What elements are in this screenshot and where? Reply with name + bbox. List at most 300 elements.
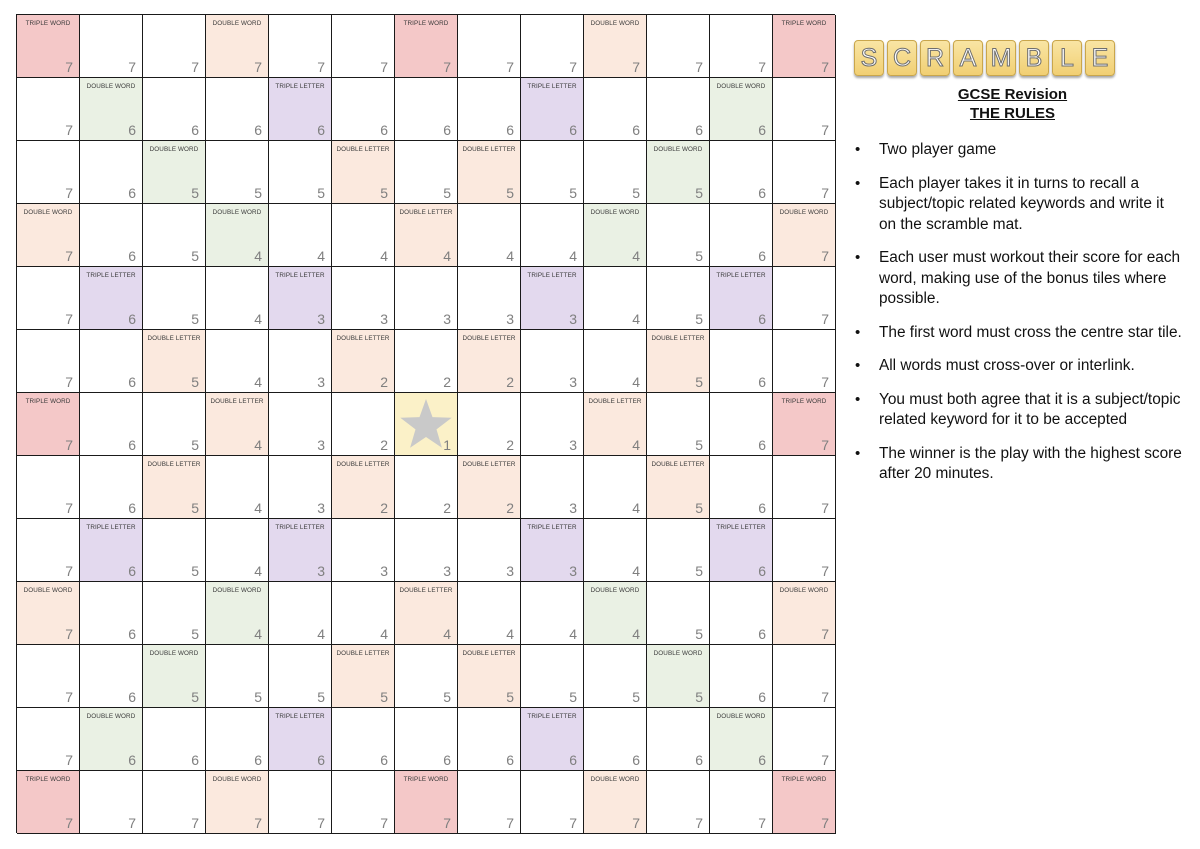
bonus-label: DOUBLE WORD xyxy=(653,650,703,657)
board-cell[interactable] xyxy=(710,141,773,204)
board-cell[interactable] xyxy=(80,330,143,393)
rule-item: • You must both agree that it is a subject/topic related keyword for it to be accepted xyxy=(845,390,1185,431)
board-cell[interactable] xyxy=(395,78,458,141)
board-cell[interactable] xyxy=(395,456,458,519)
bonus-label: DOUBLE WORD xyxy=(590,587,640,594)
cell-value: 6 xyxy=(254,122,262,138)
double-letter-cell[interactable] xyxy=(395,204,458,267)
cell-value: 3 xyxy=(317,500,325,516)
cell-value: 2 xyxy=(506,374,514,390)
board-cell[interactable] xyxy=(395,708,458,771)
double-word-cell[interactable] xyxy=(17,582,80,645)
triple-letter-cell[interactable] xyxy=(269,708,332,771)
board-cell[interactable] xyxy=(584,456,647,519)
double-word-cell[interactable] xyxy=(584,204,647,267)
bonus-label: TRIPLE LETTER xyxy=(275,524,325,531)
board-cell[interactable] xyxy=(332,204,395,267)
cell-value: 6 xyxy=(758,752,766,768)
bonus-label: DOUBLE LETTER xyxy=(462,650,516,657)
cell-value: 3 xyxy=(569,563,577,579)
board-cell[interactable] xyxy=(269,393,332,456)
board-cell[interactable] xyxy=(332,519,395,582)
board-cell[interactable] xyxy=(773,645,836,708)
cell-value: 7 xyxy=(128,815,136,831)
double-letter-cell[interactable] xyxy=(458,141,521,204)
board-cell[interactable] xyxy=(647,582,710,645)
double-word-cell[interactable] xyxy=(584,15,647,78)
board-cell[interactable] xyxy=(206,141,269,204)
cell-value: 7 xyxy=(695,815,703,831)
double-letter-cell[interactable] xyxy=(458,456,521,519)
board-cell[interactable] xyxy=(143,393,206,456)
cell-value: 4 xyxy=(506,626,514,642)
cell-value: 7 xyxy=(65,500,73,516)
triple-letter-cell[interactable] xyxy=(521,519,584,582)
double-word-cell[interactable] xyxy=(710,708,773,771)
triple-word-cell[interactable] xyxy=(395,15,458,78)
double-letter-cell[interactable] xyxy=(206,393,269,456)
double-letter-cell[interactable] xyxy=(647,456,710,519)
board-cell[interactable] xyxy=(332,393,395,456)
cell-value: 4 xyxy=(254,374,262,390)
bonus-label: TRIPLE LETTER xyxy=(275,272,325,279)
cell-value: 6 xyxy=(758,437,766,453)
cell-value: 5 xyxy=(695,500,703,516)
cell-value: 3 xyxy=(380,311,388,327)
triple-letter-cell[interactable] xyxy=(269,519,332,582)
board-cell[interactable] xyxy=(143,582,206,645)
cell-value: 3 xyxy=(569,437,577,453)
triple-word-cell[interactable] xyxy=(17,393,80,456)
board-cell[interactable] xyxy=(521,204,584,267)
double-letter-cell[interactable] xyxy=(332,141,395,204)
cell-value: 5 xyxy=(695,185,703,201)
bonus-label: DOUBLE LETTER xyxy=(210,398,264,405)
board-cell[interactable] xyxy=(584,267,647,330)
cell-value: 7 xyxy=(65,185,73,201)
cell-value: 6 xyxy=(128,122,136,138)
board-cell[interactable] xyxy=(395,330,458,393)
board-cell[interactable] xyxy=(458,519,521,582)
board-cell[interactable] xyxy=(521,771,584,834)
cell-value: 6 xyxy=(758,374,766,390)
bonus-label: TRIPLE LETTER xyxy=(716,272,766,279)
bonus-label: DOUBLE LETTER xyxy=(399,209,453,216)
board-cell[interactable] xyxy=(17,267,80,330)
cell-value: 7 xyxy=(191,59,199,75)
board-cell[interactable] xyxy=(458,15,521,78)
cell-value: 6 xyxy=(569,752,577,768)
board-cell[interactable] xyxy=(647,393,710,456)
cell-value: 4 xyxy=(380,626,388,642)
board-cell[interactable] xyxy=(269,141,332,204)
cell-value: 3 xyxy=(317,563,325,579)
board-cell[interactable] xyxy=(773,330,836,393)
board-cell[interactable] xyxy=(332,771,395,834)
cell-value: 5 xyxy=(191,626,199,642)
cell-value: 5 xyxy=(443,689,451,705)
cell-value: 7 xyxy=(821,122,829,138)
board-cell[interactable] xyxy=(584,708,647,771)
cell-value: 6 xyxy=(380,122,388,138)
cell-value: 5 xyxy=(317,185,325,201)
board-cell[interactable] xyxy=(269,456,332,519)
logo-tile: C xyxy=(887,40,917,76)
triple-letter-cell[interactable] xyxy=(80,267,143,330)
cell-value: 7 xyxy=(254,59,262,75)
bonus-label: DOUBLE LETTER xyxy=(147,461,201,468)
board-cell[interactable] xyxy=(521,141,584,204)
cell-value: 3 xyxy=(443,563,451,579)
cell-value: 4 xyxy=(317,248,325,264)
triple-word-cell[interactable] xyxy=(773,393,836,456)
double-word-cell[interactable] xyxy=(17,204,80,267)
board-cell[interactable] xyxy=(647,519,710,582)
double-word-cell[interactable] xyxy=(647,141,710,204)
double-letter-cell[interactable] xyxy=(332,330,395,393)
bonus-label: TRIPLE WORD xyxy=(781,20,827,27)
bonus-label: DOUBLE WORD xyxy=(212,776,262,783)
cell-value: 4 xyxy=(569,248,577,264)
board-cell[interactable] xyxy=(773,456,836,519)
double-word-cell[interactable] xyxy=(710,78,773,141)
cell-value: 3 xyxy=(317,311,325,327)
cell-value: 7 xyxy=(821,626,829,642)
triple-letter-cell[interactable] xyxy=(269,267,332,330)
triple-letter-cell[interactable] xyxy=(521,708,584,771)
double-letter-cell[interactable] xyxy=(332,645,395,708)
bonus-label: TRIPLE WORD xyxy=(25,20,71,27)
board-cell[interactable] xyxy=(80,204,143,267)
double-word-cell[interactable] xyxy=(206,582,269,645)
board-cell[interactable] xyxy=(584,645,647,708)
cell-value: 5 xyxy=(191,185,199,201)
cell-value: 6 xyxy=(128,311,136,327)
bonus-label: DOUBLE WORD xyxy=(149,146,199,153)
cell-value: 7 xyxy=(65,311,73,327)
board-cell[interactable] xyxy=(647,771,710,834)
double-word-cell[interactable] xyxy=(80,78,143,141)
bonus-label: DOUBLE WORD xyxy=(212,209,262,216)
cell-value: 3 xyxy=(443,311,451,327)
triple-letter-cell[interactable] xyxy=(710,519,773,582)
cell-value: 5 xyxy=(443,185,451,201)
cell-value: 3 xyxy=(569,311,577,327)
cell-value: 4 xyxy=(632,311,640,327)
board-cell[interactable] xyxy=(584,330,647,393)
cell-value: 7 xyxy=(65,248,73,264)
cell-value: 4 xyxy=(632,248,640,264)
board-cell[interactable] xyxy=(269,204,332,267)
bonus-label: TRIPLE WORD xyxy=(25,398,71,405)
board-cell[interactable] xyxy=(395,519,458,582)
double-letter-cell[interactable] xyxy=(584,393,647,456)
board-cell[interactable] xyxy=(80,15,143,78)
board-cell[interactable] xyxy=(17,519,80,582)
board-cell[interactable] xyxy=(710,771,773,834)
cell-value: 7 xyxy=(821,437,829,453)
board-cell[interactable] xyxy=(710,15,773,78)
double-word-cell[interactable] xyxy=(773,204,836,267)
cell-value: 4 xyxy=(632,500,640,516)
cell-value: 5 xyxy=(506,689,514,705)
cell-value: 7 xyxy=(821,563,829,579)
cell-value: 6 xyxy=(128,437,136,453)
board-cell[interactable] xyxy=(521,330,584,393)
board-cell[interactable] xyxy=(773,141,836,204)
board-cell[interactable] xyxy=(206,267,269,330)
board-cell[interactable] xyxy=(332,78,395,141)
centre-star-cell[interactable] xyxy=(395,393,458,456)
board-cell[interactable] xyxy=(332,582,395,645)
board-cell[interactable] xyxy=(80,645,143,708)
subtitle: GCSE Revision xyxy=(957,86,1068,103)
cell-value: 7 xyxy=(821,689,829,705)
board-cell[interactable] xyxy=(17,78,80,141)
board-cell[interactable] xyxy=(80,141,143,204)
triple-word-cell[interactable] xyxy=(773,771,836,834)
board-cell[interactable] xyxy=(332,708,395,771)
triple-word-cell[interactable] xyxy=(773,15,836,78)
double-letter-cell[interactable] xyxy=(332,456,395,519)
cell-value: 2 xyxy=(443,374,451,390)
board-cell[interactable] xyxy=(521,15,584,78)
board-cell[interactable] xyxy=(647,78,710,141)
cell-value: 5 xyxy=(569,185,577,201)
board-cell[interactable] xyxy=(17,141,80,204)
double-letter-cell[interactable] xyxy=(458,645,521,708)
cell-value: 6 xyxy=(506,752,514,768)
double-letter-cell[interactable] xyxy=(647,330,710,393)
double-word-cell[interactable] xyxy=(80,708,143,771)
board-cell[interactable] xyxy=(17,456,80,519)
board-cell[interactable] xyxy=(647,15,710,78)
rule-item: • All words must cross-over or interlink. xyxy=(845,356,1185,377)
logo-tile: B xyxy=(1019,40,1049,76)
triple-letter-cell[interactable] xyxy=(710,267,773,330)
board-cell[interactable] xyxy=(143,15,206,78)
board-cell[interactable] xyxy=(143,519,206,582)
cell-value: 7 xyxy=(65,815,73,831)
cell-value: 2 xyxy=(380,500,388,516)
cell-value: 7 xyxy=(443,815,451,831)
double-word-cell[interactable] xyxy=(206,15,269,78)
board-cell[interactable] xyxy=(80,393,143,456)
board-cell[interactable] xyxy=(521,645,584,708)
board-cell[interactable] xyxy=(269,582,332,645)
cell-value: 7 xyxy=(65,437,73,453)
cell-value: 6 xyxy=(128,500,136,516)
double-word-cell[interactable] xyxy=(773,582,836,645)
bonus-label: TRIPLE WORD xyxy=(403,776,449,783)
cell-value: 6 xyxy=(380,752,388,768)
cell-value: 6 xyxy=(191,752,199,768)
board-cell[interactable] xyxy=(80,771,143,834)
board-cell[interactable] xyxy=(773,519,836,582)
board-cell[interactable] xyxy=(143,267,206,330)
cell-value: 7 xyxy=(65,59,73,75)
board-cell[interactable] xyxy=(647,204,710,267)
cell-value: 4 xyxy=(443,626,451,642)
board-cell[interactable] xyxy=(710,330,773,393)
bonus-label: TRIPLE LETTER xyxy=(527,524,577,531)
board-cell[interactable] xyxy=(206,645,269,708)
board-cell[interactable] xyxy=(206,519,269,582)
double-word-cell[interactable] xyxy=(584,582,647,645)
board-cell[interactable] xyxy=(17,645,80,708)
double-word-cell[interactable] xyxy=(143,141,206,204)
cell-value: 7 xyxy=(65,689,73,705)
triple-letter-cell[interactable] xyxy=(521,267,584,330)
double-letter-cell[interactable] xyxy=(143,456,206,519)
cell-value: 7 xyxy=(65,626,73,642)
cell-value: 7 xyxy=(758,59,766,75)
cell-value: 7 xyxy=(317,815,325,831)
board-cell[interactable] xyxy=(773,708,836,771)
board-cell[interactable] xyxy=(269,330,332,393)
board-cell[interactable] xyxy=(80,582,143,645)
cell-value: 5 xyxy=(632,185,640,201)
board-cell[interactable] xyxy=(710,393,773,456)
double-word-cell[interactable] xyxy=(647,645,710,708)
board-cell[interactable] xyxy=(584,141,647,204)
rule-item: • Each player takes it in turns to recall a subject/topic related keywords and write it on the scramble mat. xyxy=(845,174,1185,236)
rules-panel xyxy=(845,40,1185,498)
board-cell[interactable] xyxy=(17,330,80,393)
cell-value: 7 xyxy=(380,815,388,831)
bonus-label: DOUBLE WORD xyxy=(590,20,640,27)
board-cell[interactable] xyxy=(773,78,836,141)
bonus-label: TRIPLE LETTER xyxy=(275,83,325,90)
bonus-label: DOUBLE LETTER xyxy=(651,461,705,468)
cell-value: 3 xyxy=(506,311,514,327)
scramble-board xyxy=(16,14,835,833)
double-letter-cell[interactable] xyxy=(395,582,458,645)
triple-letter-cell[interactable] xyxy=(269,78,332,141)
bonus-label: DOUBLE WORD xyxy=(149,650,199,657)
board-cell[interactable] xyxy=(17,708,80,771)
board-cell[interactable] xyxy=(395,141,458,204)
cell-value: 4 xyxy=(569,626,577,642)
double-word-cell[interactable] xyxy=(584,771,647,834)
board-cell[interactable] xyxy=(143,204,206,267)
cell-value: 7 xyxy=(821,248,829,264)
cell-value: 7 xyxy=(821,311,829,327)
board-cell[interactable] xyxy=(206,456,269,519)
board-cell[interactable] xyxy=(584,519,647,582)
board-cell[interactable] xyxy=(332,267,395,330)
double-word-cell[interactable] xyxy=(206,771,269,834)
board-cell[interactable] xyxy=(773,267,836,330)
cell-value: 7 xyxy=(821,500,829,516)
bonus-label: TRIPLE WORD xyxy=(403,20,449,27)
triple-word-cell[interactable] xyxy=(17,771,80,834)
triple-word-cell[interactable] xyxy=(395,771,458,834)
double-letter-cell[interactable] xyxy=(458,330,521,393)
board-cell[interactable] xyxy=(710,645,773,708)
board-cell[interactable] xyxy=(710,456,773,519)
cell-value: 5 xyxy=(380,185,388,201)
triple-word-cell[interactable] xyxy=(17,15,80,78)
board-cell[interactable] xyxy=(458,771,521,834)
bonus-label: TRIPLE LETTER xyxy=(716,524,766,531)
triple-letter-cell[interactable] xyxy=(80,519,143,582)
board-cell[interactable] xyxy=(584,78,647,141)
board-cell[interactable] xyxy=(143,771,206,834)
cell-value: 5 xyxy=(695,689,703,705)
triple-letter-cell[interactable] xyxy=(521,78,584,141)
board-cell[interactable] xyxy=(458,267,521,330)
cell-value: 5 xyxy=(254,689,262,705)
cell-value: 7 xyxy=(254,815,262,831)
bonus-label: TRIPLE LETTER xyxy=(527,713,577,720)
board-cell[interactable] xyxy=(710,204,773,267)
board-cell[interactable] xyxy=(458,582,521,645)
board-cell[interactable] xyxy=(458,78,521,141)
board-cell[interactable] xyxy=(269,645,332,708)
board-cell[interactable] xyxy=(647,267,710,330)
bonus-label: DOUBLE LETTER xyxy=(336,335,390,342)
double-word-cell[interactable] xyxy=(206,204,269,267)
board-cell[interactable] xyxy=(206,708,269,771)
board-cell[interactable] xyxy=(395,645,458,708)
bonus-label: TRIPLE WORD xyxy=(781,398,827,405)
cell-value: 2 xyxy=(380,437,388,453)
board-cell[interactable] xyxy=(710,582,773,645)
board-cell[interactable] xyxy=(143,78,206,141)
cell-value: 3 xyxy=(317,374,325,390)
board-cell[interactable] xyxy=(521,456,584,519)
cell-value: 5 xyxy=(317,689,325,705)
cell-value: 6 xyxy=(695,752,703,768)
rules-title: THE RULES xyxy=(969,105,1055,122)
bonus-label: DOUBLE WORD xyxy=(779,209,829,216)
cell-value: 6 xyxy=(191,122,199,138)
board-cell[interactable] xyxy=(206,78,269,141)
cell-value: 6 xyxy=(443,122,451,138)
board-cell[interactable] xyxy=(458,708,521,771)
cell-value: 6 xyxy=(254,752,262,768)
board-cell[interactable] xyxy=(521,582,584,645)
bonus-label: DOUBLE LETTER xyxy=(462,461,516,468)
cell-value: 7 xyxy=(821,59,829,75)
double-letter-cell[interactable] xyxy=(143,330,206,393)
bonus-label: DOUBLE LETTER xyxy=(651,335,705,342)
bonus-label: TRIPLE LETTER xyxy=(86,272,136,279)
rule-item: • The first word must cross the centre star tile. xyxy=(845,323,1185,344)
board-cell[interactable] xyxy=(458,204,521,267)
cell-value: 3 xyxy=(317,437,325,453)
bonus-label: DOUBLE WORD xyxy=(590,776,640,783)
cell-value: 6 xyxy=(128,185,136,201)
cell-value: 7 xyxy=(380,59,388,75)
cell-value: 7 xyxy=(758,815,766,831)
board-cell[interactable] xyxy=(647,708,710,771)
board-cell[interactable] xyxy=(458,393,521,456)
board-cell[interactable] xyxy=(521,393,584,456)
board-cell[interactable] xyxy=(143,708,206,771)
board-cell[interactable] xyxy=(332,15,395,78)
board-cell[interactable] xyxy=(80,456,143,519)
board-cell[interactable] xyxy=(269,15,332,78)
board-cell[interactable] xyxy=(206,330,269,393)
double-word-cell[interactable] xyxy=(143,645,206,708)
cell-value: 4 xyxy=(254,248,262,264)
cell-value: 6 xyxy=(758,500,766,516)
board-cell[interactable] xyxy=(269,771,332,834)
board-cell[interactable] xyxy=(395,267,458,330)
cell-value: 6 xyxy=(128,752,136,768)
